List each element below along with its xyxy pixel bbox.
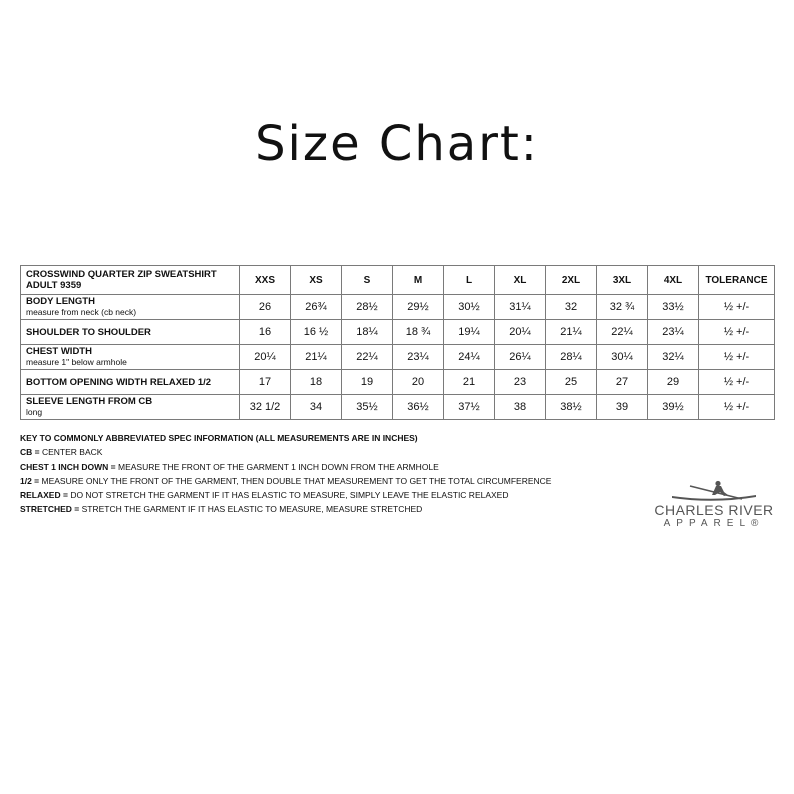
size-value-cell: 34 bbox=[291, 395, 342, 420]
table-row bbox=[21, 320, 775, 345]
size-value-cell: 26¾ bbox=[291, 295, 342, 320]
size-value-cell: 29 bbox=[648, 370, 699, 395]
measurement-note: measure from neck (cb neck) bbox=[26, 307, 137, 317]
size-value-cell: 38½ bbox=[546, 395, 597, 420]
table-row bbox=[21, 395, 775, 420]
key-term: RELAXED = bbox=[20, 490, 68, 501]
size-value-cell: 24¼ bbox=[444, 345, 495, 370]
measurement-name: CHEST WIDTH bbox=[26, 346, 92, 357]
page-title: Size Chart: bbox=[255, 116, 539, 172]
key-item bbox=[20, 502, 620, 516]
size-value-cell: 36½ bbox=[393, 395, 444, 420]
tolerance-cell: ½ +/- bbox=[699, 295, 775, 320]
size-header: L bbox=[444, 266, 495, 295]
key-definition: MEASURE ONLY THE FRONT OF THE GARMENT, THEN DOUBLE THAT MEASUREMENT TO GET THE TOTAL CIRCUMFERENCE bbox=[39, 475, 552, 486]
measurement-name: BOTTOM OPENING WIDTH RELAXED 1/2 bbox=[26, 376, 212, 388]
measurement-cell bbox=[21, 295, 240, 320]
key-term: STRETCHED = bbox=[20, 504, 80, 515]
size-value-cell: 32 1/2 bbox=[240, 395, 291, 420]
key-term: CB = bbox=[20, 447, 40, 458]
size-value-cell: 23 bbox=[495, 370, 546, 395]
size-value-cell: 25 bbox=[546, 370, 597, 395]
table-header-row bbox=[21, 266, 775, 295]
measurement-note: long bbox=[26, 407, 43, 417]
size-value-cell: 38 bbox=[495, 395, 546, 420]
size-value-cell: 21¼ bbox=[291, 345, 342, 370]
size-value-cell: 22¼ bbox=[597, 320, 648, 345]
size-value-cell: 23¼ bbox=[648, 320, 699, 345]
size-value-cell: 28¼ bbox=[546, 345, 597, 370]
size-value-cell: 26 bbox=[240, 295, 291, 320]
tolerance-cell: ½ +/- bbox=[699, 395, 775, 420]
key-heading: KEY TO COMMONLY ABBREVIATED SPEC INFORMATION (ALL MEASUREMENTS ARE IN INCHES) bbox=[20, 433, 418, 443]
table-row bbox=[21, 345, 775, 370]
size-header: XS bbox=[291, 266, 342, 295]
size-value-cell: 31¼ bbox=[495, 295, 546, 320]
size-value-cell: 39 bbox=[597, 395, 648, 420]
measurement-cell bbox=[21, 320, 240, 345]
size-value-cell: 21 bbox=[444, 370, 495, 395]
key-item bbox=[20, 488, 620, 502]
size-header: XXS bbox=[240, 266, 291, 295]
size-value-cell: 33½ bbox=[648, 295, 699, 320]
size-value-cell: 30½ bbox=[444, 295, 495, 320]
key-definition: DO NOT STRETCH THE GARMENT IF IT HAS ELASTIC TO MEASURE, SIMPLY LEAVE THE ELASTIC RELAXED bbox=[67, 490, 509, 501]
size-header: S bbox=[342, 266, 393, 295]
measurement-cell bbox=[21, 345, 240, 370]
measurement-cell bbox=[21, 395, 240, 420]
size-value-cell: 37½ bbox=[444, 395, 495, 420]
rower-icon bbox=[668, 480, 760, 502]
size-value-cell: 20¼ bbox=[240, 345, 291, 370]
tolerance-header: TOLERANCE bbox=[699, 266, 775, 295]
size-value-cell: 26¼ bbox=[495, 345, 546, 370]
spec-key bbox=[20, 431, 620, 517]
tolerance-cell: ½ +/- bbox=[699, 370, 775, 395]
size-value-cell: 18 bbox=[291, 370, 342, 395]
size-value-cell: 29½ bbox=[393, 295, 444, 320]
size-value-cell: 28½ bbox=[342, 295, 393, 320]
size-value-cell: 30¼ bbox=[597, 345, 648, 370]
size-value-cell: 19 bbox=[342, 370, 393, 395]
size-header: XL bbox=[495, 266, 546, 295]
key-item bbox=[20, 474, 620, 488]
size-value-cell: 32 bbox=[546, 295, 597, 320]
measurement-cell bbox=[21, 370, 240, 395]
size-value-cell: 18¼ bbox=[342, 320, 393, 345]
table-row bbox=[21, 370, 775, 395]
logo-wordmark: CHARLES RIVER bbox=[654, 502, 774, 518]
tolerance-cell: ½ +/- bbox=[699, 320, 775, 345]
size-header: 3XL bbox=[597, 266, 648, 295]
size-value-cell: 39½ bbox=[648, 395, 699, 420]
measurement-note: measure 1" below armhole bbox=[26, 357, 127, 367]
key-item bbox=[20, 460, 620, 474]
size-chart-table bbox=[20, 265, 775, 420]
key-definition: STRETCH THE GARMENT IF IT HAS ELASTIC TO MEASURE, MEASURE STRETCHED bbox=[79, 504, 423, 515]
size-value-cell: 21¼ bbox=[546, 320, 597, 345]
size-value-cell: 27 bbox=[597, 370, 648, 395]
measurement-name: SHOULDER TO SHOULDER bbox=[26, 326, 151, 338]
key-term: 1/2 = bbox=[20, 475, 40, 486]
measurement-name: SLEEVE LENGTH FROM CB bbox=[26, 396, 153, 407]
size-value-cell: 16 ½ bbox=[291, 320, 342, 345]
size-header: 2XL bbox=[546, 266, 597, 295]
size-header: 4XL bbox=[648, 266, 699, 295]
key-term: CHEST 1 INCH DOWN = bbox=[20, 461, 116, 472]
size-value-cell: 32¼ bbox=[648, 345, 699, 370]
size-value-cell: 17 bbox=[240, 370, 291, 395]
logo-subtext: APPAREL® bbox=[663, 518, 765, 529]
product-header: CROSSWIND QUARTER ZIP SWEATSHIRT ADULT 9359 bbox=[21, 266, 240, 295]
size-value-cell: 32 ¾ bbox=[597, 295, 648, 320]
size-value-cell: 19¼ bbox=[444, 320, 495, 345]
size-header: M bbox=[393, 266, 444, 295]
size-value-cell: 18 ¾ bbox=[393, 320, 444, 345]
size-value-cell: 35½ bbox=[342, 395, 393, 420]
size-value-cell: 16 bbox=[240, 320, 291, 345]
tolerance-cell: ½ +/- bbox=[699, 345, 775, 370]
key-definition: MEASURE THE FRONT OF THE GARMENT 1 INCH DOWN FROM THE ARMHOLE bbox=[115, 461, 439, 472]
measurement-name: BODY LENGTH bbox=[26, 296, 95, 307]
key-item bbox=[20, 445, 620, 459]
size-value-cell: 20¼ bbox=[495, 320, 546, 345]
size-value-cell: 22¼ bbox=[342, 345, 393, 370]
key-definition: CENTER BACK bbox=[39, 447, 103, 458]
size-value-cell: 20 bbox=[393, 370, 444, 395]
table-row bbox=[21, 295, 775, 320]
size-value-cell: 23¼ bbox=[393, 345, 444, 370]
charles-river-logo bbox=[648, 480, 780, 536]
